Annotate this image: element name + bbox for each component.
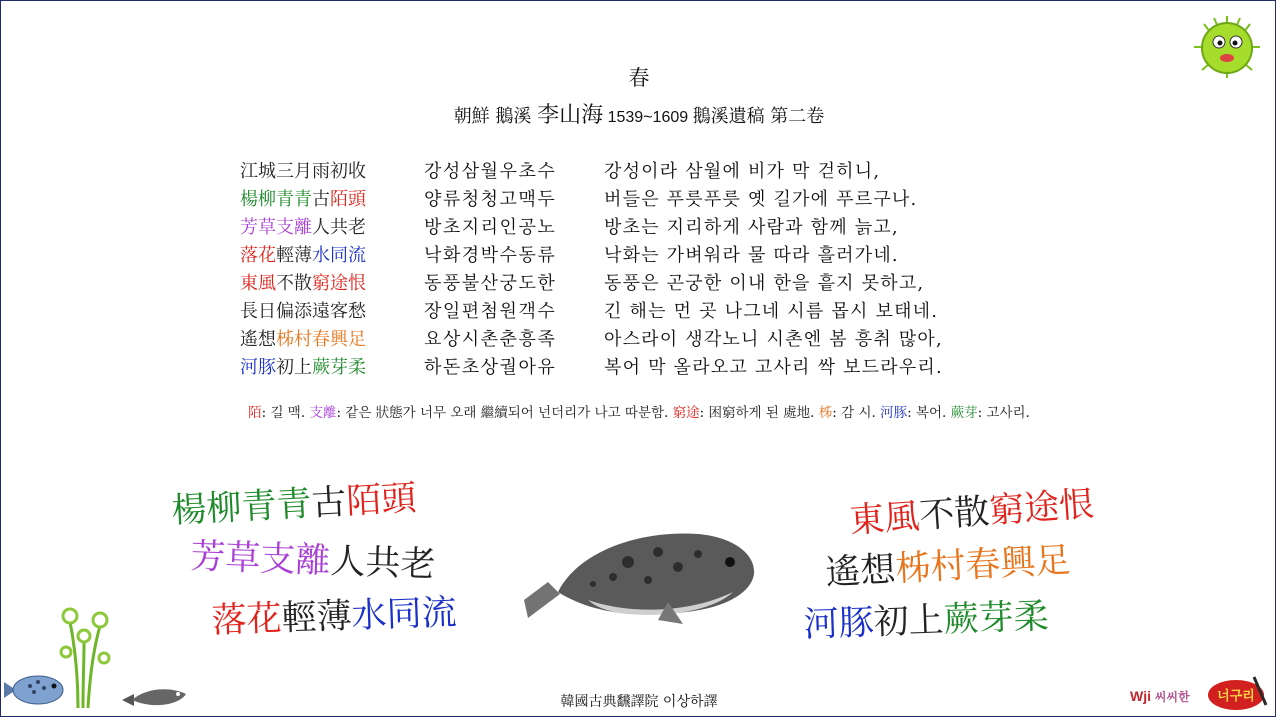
note-segment: : 길 맥. <box>261 405 310 421</box>
note-segment: : 困窮하게 된 處地. <box>699 405 819 421</box>
author-years: 1539~1609 <box>603 109 693 126</box>
hanja-segment: 河豚 <box>240 357 276 378</box>
hangul-reading: 하돈초상궐아유 <box>424 357 557 378</box>
poem-title: 春 <box>628 66 650 90</box>
poem-line <box>240 268 943 296</box>
poem-table <box>240 156 943 380</box>
korean-translation: 방초는 지리하게 사람과 함께 늙고, <box>604 217 899 238</box>
calligraphy-segment: 青青 <box>240 484 313 528</box>
hanja-text <box>240 269 424 295</box>
source-book: 鵝溪遺稿 第二卷 <box>692 106 825 127</box>
calligraphy-segment: 窮途恨 <box>987 484 1096 532</box>
hanja-segment: 不散 <box>276 273 312 294</box>
calligraphy-left <box>170 478 458 656</box>
hangul-reading: 방초지리인공노 <box>424 217 557 238</box>
calligraphy-line <box>803 596 1050 663</box>
poem-line <box>240 212 943 240</box>
hanja-text <box>240 297 424 323</box>
hanja-text <box>240 241 424 267</box>
korean-translation: 동풍은 곤궁한 이내 한을 흩지 못하고, <box>604 273 925 294</box>
calligraphy-right <box>803 484 1096 658</box>
korean-translation: 긴 해는 먼 곳 나그네 시름 몹시 보태네. <box>604 301 939 322</box>
poem-line <box>240 184 943 212</box>
hangul-reading: 요상시촌춘흥족 <box>424 329 557 350</box>
note-segment: : 고사리. <box>977 405 1030 421</box>
hangul-reading: 양류청청고맥두 <box>424 189 557 210</box>
hanja-segment: 古 <box>312 189 330 210</box>
brand-logo <box>1130 688 1190 705</box>
hangul-reading: 동풍불산궁도한 <box>424 273 557 294</box>
note-segment: 支離 <box>309 405 337 421</box>
calligraphy-segment: 古 <box>310 482 348 525</box>
calligraphy-segment: 柹村春興足 <box>894 540 1072 590</box>
poem-line <box>240 296 943 324</box>
subtitle-prefix: 朝鮮 鵝溪 <box>453 106 538 127</box>
note-segment: 柹 <box>818 405 833 421</box>
note-segment: 窮途 <box>672 405 700 421</box>
note-segment: : 복어. <box>907 405 951 421</box>
calligraphy-segment: 東風 <box>848 496 921 542</box>
calligraphy-segment: 落花 <box>210 598 283 642</box>
hanja-text <box>240 325 424 351</box>
hanja-segment: 蕨芽柔 <box>312 357 366 378</box>
hanja-segment: 江城三月雨初收 <box>240 161 366 182</box>
hanja-text <box>240 213 424 239</box>
hanja-segment: 輕薄 <box>276 245 312 266</box>
hangul-reading: 강성삼월우초수 <box>424 161 557 182</box>
calligraphy-segment: 陌頭 <box>345 478 418 523</box>
hanja-segment: 人共老 <box>312 217 366 238</box>
calligraphy-segment: 遙想 <box>824 549 897 594</box>
poem-line <box>240 156 943 184</box>
poem-line <box>240 324 943 352</box>
calligraphy-segment: 輕薄 <box>280 596 353 639</box>
hanja-segment: 水同流 <box>312 245 366 266</box>
calligraphy-segment: 不散 <box>918 491 991 537</box>
badge-text: 너구리 <box>1217 689 1255 704</box>
korean-translation: 강성이라 삼월에 비가 막 걷히니, <box>604 161 881 182</box>
note-segment: : 감 시. <box>832 405 881 421</box>
hanja-segment: 芳草 <box>240 217 276 238</box>
calligraphy-segment: 支離 <box>259 539 332 582</box>
hanja-segment: 東風 <box>240 273 276 294</box>
hanja-segment: 長日偏添遠客愁 <box>240 301 366 322</box>
glossary-notes <box>0 401 1278 421</box>
calligraphy-line <box>210 592 458 661</box>
pufferfish-icon <box>518 522 768 632</box>
calligraphy-segment: 水同流 <box>350 592 458 637</box>
hanja-segment: 落花 <box>240 245 276 266</box>
hanja-segment: 柹村春興足 <box>276 329 366 350</box>
note-segment: 陌 <box>248 405 262 421</box>
hangul-reading: 낙화경박수동류 <box>424 245 557 266</box>
calligraphy-segment: 楊柳 <box>170 487 243 532</box>
note-segment: : 같은 狀態가 너무 오래 繼續되어 넌더리가 나고 따분함. <box>336 405 673 421</box>
hanja-text <box>240 353 424 379</box>
raccoon-badge-icon <box>1204 671 1268 711</box>
hangul-reading: 장일편첨원객수 <box>424 301 557 322</box>
poem-line <box>240 240 943 268</box>
hanja-segment: 支離 <box>276 217 312 238</box>
poem-line <box>240 352 943 380</box>
hanja-segment: 窮途恨 <box>312 273 366 294</box>
calligraphy-segment: 人共老 <box>329 541 437 586</box>
translator-credit: 韓國古典飜譯院 이상하譯 <box>560 694 718 710</box>
calligraphy-segment: 初上 <box>873 600 945 643</box>
calligraphy-segment: 芳草 <box>189 536 262 580</box>
korean-translation: 낙화는 가벼워라 물 따라 흘러가네. <box>604 245 899 266</box>
note-segment: 蕨芽 <box>950 405 978 421</box>
calligraphy-segment: 河豚 <box>803 602 875 646</box>
note-segment: 河豚 <box>880 405 908 421</box>
hanja-segment: 楊柳青青 <box>240 189 312 210</box>
korean-translation: 버들은 푸릇푸릇 옛 길가에 푸르구나. <box>604 189 918 210</box>
hanja-segment: 陌頭 <box>330 189 366 210</box>
logo-text: 씨씨한 <box>1154 690 1190 704</box>
logo-mark: Wji <box>1130 688 1151 704</box>
korean-translation: 복어 막 올라오고 고사리 싹 보드라우리. <box>604 357 943 378</box>
hanja-text <box>240 185 424 211</box>
hanja-segment: 初上 <box>276 357 312 378</box>
korean-translation: 아스라이 생각노니 시촌엔 봄 흥취 많아, <box>604 329 943 350</box>
hanja-text <box>240 157 424 183</box>
author-name: 李山海 <box>537 103 604 128</box>
hanja-segment: 遙想 <box>240 329 276 350</box>
calligraphy-segment: 蕨芽柔 <box>942 596 1050 641</box>
poem-subtitle <box>0 98 1278 129</box>
